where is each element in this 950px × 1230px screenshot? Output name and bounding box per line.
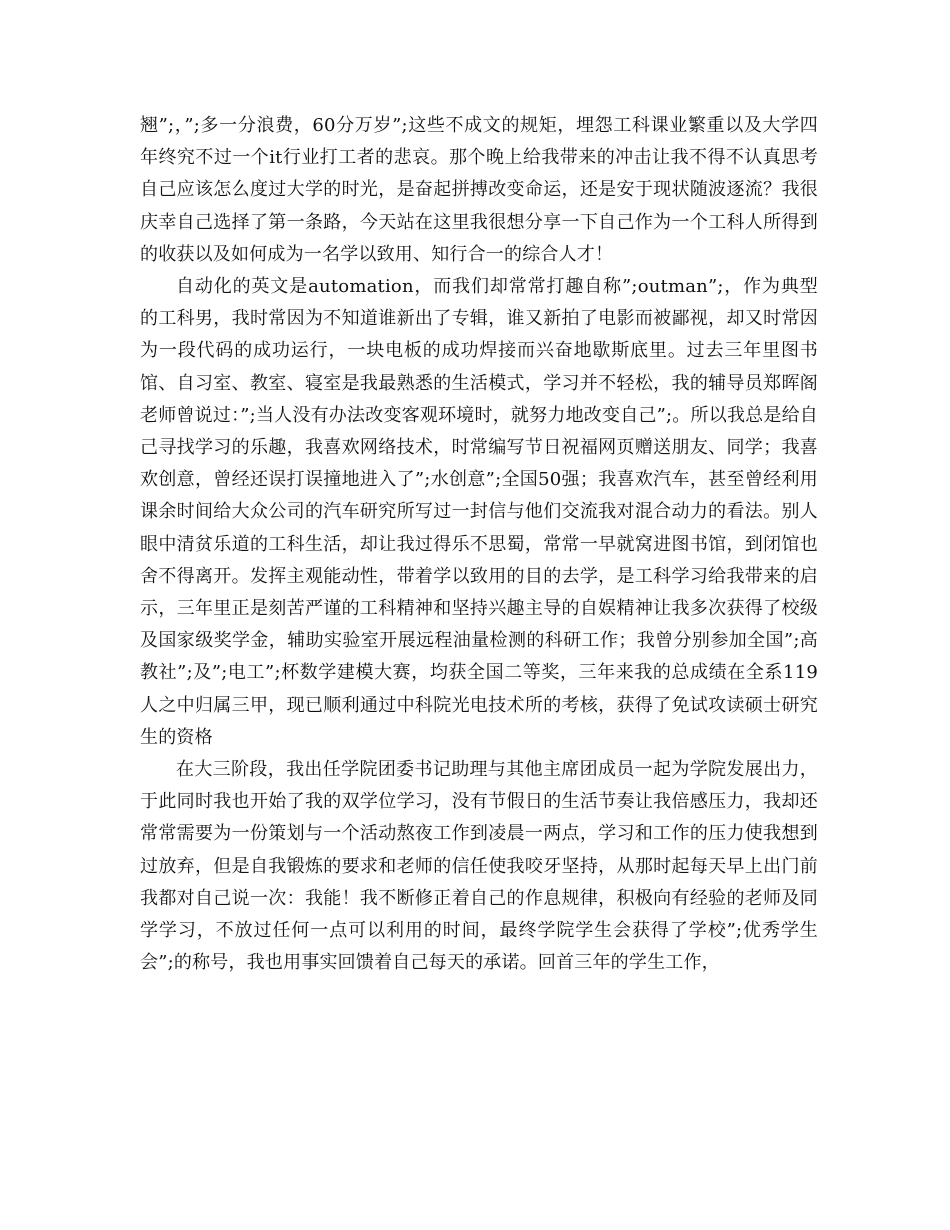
- document-body: [140, 110, 818, 979]
- paragraph-continuation: 翘”;，”;多一分浪费，60分万岁”;这些不成文的规矩，埋怨工科课业繁重以及大学四年终究不过一个it行业打工者的悲哀。那个晚上给我带来的冲击让我不得不认真思考自己应该怎么度过大学的时光，是奋起拼搏改变命运，还是安于现状随波逐流？我很庆幸自己选择了第一条路，今天站在这里我很想分享一下自己作为一个工科人所得到的收获以及如何成为一名学以致用、知行合一的综合人才！: [140, 115, 818, 265]
- paragraph-junior-year: 在大三阶段，我出任学院团委书记助理与其他主席团成员一起为学院发展出力，于此同时我也开始了我的双学位学习，没有节假日的生活节奏让我倍感压力，我却还常常需要为一份策划与一个活动熬夜工作到凌晨一两点，学习和工作的压力使我想到过放弃，但是自我锻炼的要求和老师的信任使我咬牙坚持，从那时起每天早上出门前我都对自己说一次：我能！我不断修正着自己的作息规律，积极向有经验的老师及同学学习，不放过任何一点可以利用的时间，最终学院学生会获得了学校”;优秀学生会”;的称号，我也用事实回馈着自己每天的承诺。回首三年的学生工作，: [140, 759, 818, 974]
- paragraph-automation: 自动化的英文是automation，而我们却常常打趣自称”;outman”;，作为典型的工科男，我时常因为不知道谁新出了专辑，谁又新拍了电影而被鄙视，却又时常因为一段代码的成功运行，一块电板的成功焊接而兴奋地歇斯底里。过去三年里图书馆、自习室、教室、寝室是我最熟悉的生活模式，学习并不轻松，我的辅导员郑晖阁老师曾说过：”;当人没有办法改变客观环境时，就努力地改变自己”;。所以我总是给自己寻找学习的乐趣，我喜欢网络技术，时常编写节日祝福网页赠送朋友、同学；我喜欢创意，曾经还误打误撞地进入了”;水创意”;全国50强；我喜欢汽车，甚至曾经利用课余时间给大众公司的汽车研究所写过一封信与他们交流我对混合动力的看法。别人眼中清贫乐道的工科生活，却让我过得乐不思蜀，常常一早就窝进图书馆，到闭馆也舍不得离开。发挥主观能动性，带着学以致用的目的去学，是工科学习给我带来的启示，三年里正是刻苦严谨的工科精神和坚持兴趣主导的自娱精神让我多次获得了校级及国家级奖学金，辅助实验室开展远程油量检测的科研工作；我曾分别参加全国”;高教社”;及”;电工”;杯数学建模大赛，均获全国二等奖，三年来我的总成绩在全系119人之中归属三甲，现已顺利通过中科院光电技术所的考核，获得了免试攻读硕士研究生的资格: [140, 276, 818, 748]
